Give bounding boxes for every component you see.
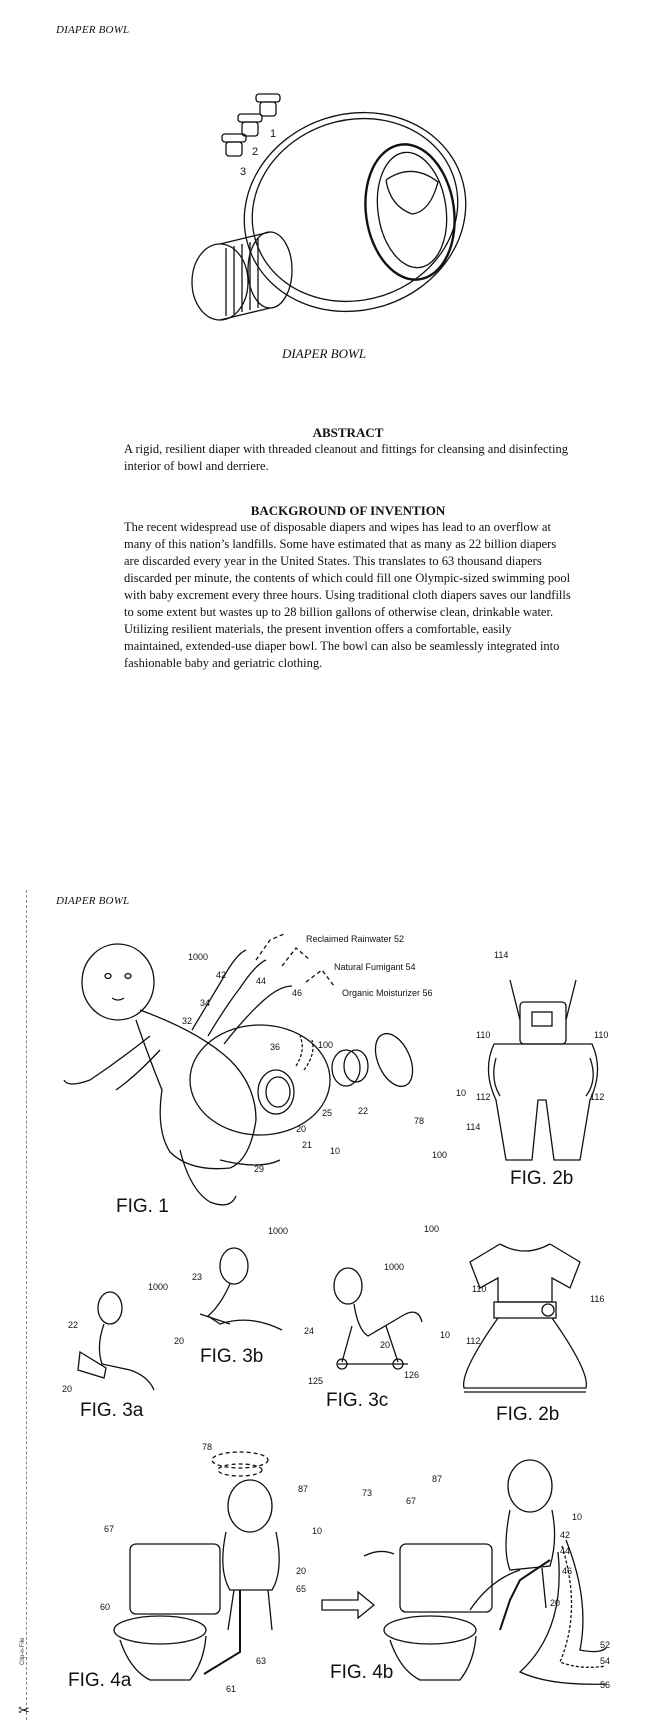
- bowl-port-label-3: 3: [240, 166, 247, 178]
- ref-125: 125: [308, 1376, 324, 1386]
- ref-100-dress: 100: [424, 1224, 440, 1234]
- ref-42-4b: 42: [560, 1530, 571, 1540]
- ref-112-dress: 112: [466, 1336, 481, 1346]
- ref-63: 63: [256, 1656, 267, 1666]
- fig3c-label: FIG. 3c: [326, 1390, 389, 1411]
- abstract-text: A rigid, resilient diaper with threaded cleanout and fittings for cleansing and disinfecting interior of bowl and derriere.: [124, 442, 568, 473]
- ref-20-3a: 20: [62, 1384, 73, 1394]
- ref-24: 24: [304, 1326, 315, 1336]
- ref-78: 78: [414, 1116, 425, 1126]
- ref-10-4a: 10: [312, 1526, 323, 1536]
- ref-1000-3a: 1000: [148, 1282, 169, 1292]
- fig2b-bottom-label: FIG. 2b: [496, 1404, 560, 1425]
- ref-20-4a: 20: [296, 1566, 307, 1576]
- cut-line: [26, 890, 27, 1720]
- ref-54: 54: [600, 1656, 611, 1666]
- ref-110-right: 110: [594, 1030, 609, 1040]
- ref-42: 42: [216, 970, 227, 980]
- ref-116: 116: [590, 1294, 605, 1304]
- ref-44-4b: 44: [560, 1546, 571, 1556]
- ref-20-3b: 20: [174, 1336, 185, 1346]
- page-header: DIAPER BOWL: [56, 24, 130, 36]
- ref-44: 44: [256, 976, 267, 986]
- ref-23: 23: [192, 1272, 203, 1282]
- abstract-section: [124, 424, 572, 475]
- callout-reclaimed: Reclaimed Rainwater 52: [306, 934, 405, 944]
- ref-52: 52: [600, 1640, 611, 1650]
- ref-20-3c: 20: [380, 1340, 391, 1350]
- fig2b-overalls-drawing: [480, 960, 610, 1170]
- ref-22: 22: [358, 1106, 369, 1116]
- ref-32: 32: [182, 1016, 193, 1026]
- ref-114: 114: [494, 950, 509, 960]
- ref-110-left: 110: [476, 1030, 491, 1040]
- ref-46: 46: [292, 988, 303, 998]
- abstract-heading: ABSTRACT: [312, 425, 384, 440]
- transition-arrow-icon: [320, 1590, 376, 1620]
- ref-78-4a: 78: [202, 1442, 213, 1452]
- ref-10-dress: 10: [440, 1330, 451, 1340]
- fig1-cleanout-parts: [290, 1020, 420, 1110]
- page2-header: DIAPER BOWL: [56, 895, 130, 907]
- scissors-icon: ✂: [18, 1702, 30, 1718]
- callout-fumigant: Natural Fumigant 54: [334, 962, 416, 972]
- ref-100: 100: [318, 1040, 334, 1050]
- diaper-bowl-illustration: [190, 82, 490, 332]
- fig4b-toilet-drawing: [370, 1440, 620, 1690]
- fig4b-label: FIG. 4b: [330, 1662, 394, 1683]
- ref-36: 36: [270, 1042, 281, 1052]
- ref-67-4a: 67: [104, 1524, 115, 1534]
- ref-67-4b: 67: [406, 1496, 417, 1506]
- ref-112-left: 112: [476, 1092, 491, 1102]
- clip-n-file-label: Clip-n-File: [20, 1637, 26, 1665]
- fig4a-toilet-drawing: [100, 1440, 323, 1690]
- ref-20-4b: 20: [550, 1598, 561, 1608]
- ref-100-overalls: 100: [432, 1150, 448, 1160]
- ref-73: 73: [362, 1488, 373, 1498]
- background-text: The recent widespread use of disposable diapers and wipes has lead to an overflow at many of this nation’s landfills. Some have estimated that as many as 22 billion diapers are discarded every year in the United States. This translates to 63 thousand diapers discarded per minute, the contents of which could fill one Olympic-sized swimming pool with baby excrement every three hours. Using traditional cloth diapers saves our landfills to some extent but wastes up to 28 billion gallons of otherwise clean, drinkable water. Utilizing resilient materials, the present invention offers a comfortable, easily maintained, extended-use diaper bowl. The bowl can also be seamlessly integrated into fashionable baby and geriatric clothing.: [124, 520, 571, 670]
- ref-126: 126: [404, 1370, 420, 1380]
- ref-1000-3c: 1000: [384, 1262, 405, 1272]
- ref-25: 25: [322, 1108, 333, 1118]
- ref-87-4b: 87: [432, 1474, 443, 1484]
- bowl-port-label-1: 1: [270, 128, 277, 140]
- ref-65: 65: [296, 1584, 307, 1594]
- fig2b-top-label: FIG. 2b: [510, 1168, 574, 1189]
- ref-34: 34: [200, 998, 211, 1008]
- fig1-label: FIG. 1: [116, 1196, 169, 1217]
- ref-20: 20: [296, 1124, 307, 1134]
- ref-22-3a: 22: [68, 1320, 79, 1330]
- ref-46-4b: 46: [562, 1566, 573, 1576]
- fig3b-drawing: [190, 1244, 300, 1354]
- ref-61: 61: [226, 1684, 237, 1694]
- callout-moisturizer: Organic Moisturizer 56: [342, 988, 433, 998]
- ref-56: 56: [600, 1680, 611, 1690]
- ref-29: 29: [254, 1164, 265, 1174]
- ref-110-dress: 110: [472, 1284, 487, 1294]
- bowl-port-label-2: 2: [252, 146, 259, 158]
- figure-caption: DIAPER BOWL: [281, 346, 367, 361]
- ref-10-overalls: 10: [456, 1088, 467, 1098]
- ref-10: 10: [330, 1146, 341, 1156]
- fig3b-label: FIG. 3b: [200, 1346, 264, 1367]
- background-section: [124, 502, 572, 672]
- ref-114-bottom: 114: [466, 1122, 481, 1132]
- ref-112-right: 112: [590, 1092, 605, 1102]
- ref-1000-3b: 1000: [268, 1226, 289, 1236]
- ref-60: 60: [100, 1602, 111, 1612]
- fig3a-label: FIG. 3a: [80, 1400, 144, 1421]
- fig3c-drawing: [318, 1266, 428, 1376]
- fig4a-label: FIG. 4a: [68, 1670, 132, 1691]
- ref-10-4b: 10: [572, 1512, 583, 1522]
- ref-21: 21: [302, 1140, 313, 1150]
- ref-87-4a: 87: [298, 1484, 309, 1494]
- ref-1000: 1000: [188, 952, 209, 962]
- background-heading: BACKGROUND OF INVENTION: [250, 503, 446, 518]
- fig2b-dress-drawing: [450, 1232, 600, 1402]
- fig3a-drawing: [70, 1286, 170, 1396]
